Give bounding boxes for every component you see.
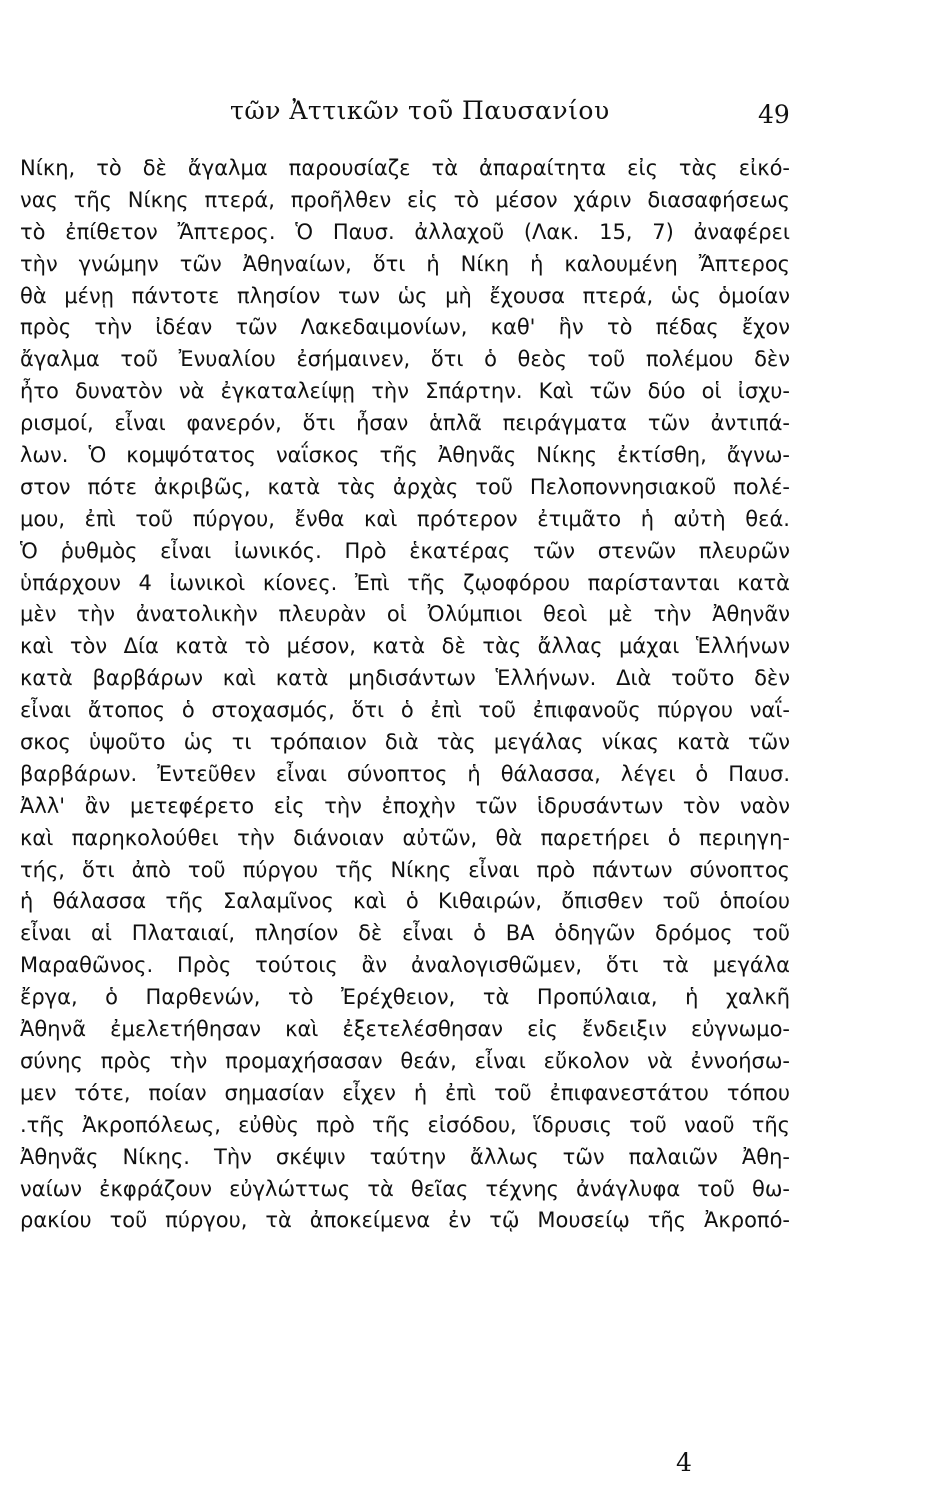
text-line: τής, ὅτι ἀπὸ τοῦ πύργου τῆς Νίκης εἶναι πρὸ πάντων σύνοπτος [20,857,790,882]
text-line: τὸ ἐπίθετον Ἄπτερος. Ὁ Παυσ. ἀλλαχοῦ (Λακ. 15, 7) ἀναφέρει [20,219,790,244]
page-number: 49 [758,100,790,129]
text-line: Νίκη, τὸ δὲ ἄγαλμα παρουσίαζε τὰ ἀπαραίτητα εἰς τὰς εἰκό- [20,156,790,180]
body-text [20,153,790,1237]
text-line: κατὰ βαρβάρων καὶ κατὰ μηδισάντων Ἑλλήνων. Διὰ τοῦτο δὲν [20,666,790,691]
text-line: θὰ μένῃ πάντοτε πλησίον των ὡς μὴ ἔχουσα πτερά, ὡς ὁμοίαν [20,283,790,308]
text-line: τὴν γνώμην τῶν Ἀθηναίων, ὅτι ἡ Νίκη ἡ καλουμένη Ἄπτερος [20,251,790,276]
text-line: ἔργα, ὁ Παρθενών, τὸ Ἐρέχθειον, τὰ Προπύλαια, ἡ χαλκῆ [20,985,790,1010]
text-line: ναίων ἐκφράζουν εὐγλώττως τὰ θεῖας τέχνης ἀνάγλυφα τοῦ θω- [20,1176,790,1201]
text-line: ἡ θάλασσα τῆς Σαλαμῖνος καὶ ὁ Κιθαιρών, ὄπισθεν τοῦ ὁποίου [20,889,790,914]
text-line: .τῆς Ἀκροπόλεως, εὐθὺς πρὸ τῆς εἰσόδου, ἵδρυσις τοῦ ναοῦ τῆς [20,1112,790,1137]
text-line: καὶ τὸν Δία κατὰ τὸ μέσον, κατὰ δὲ τὰς ἄλλας μάχαι Ἑλλήνων [20,634,790,659]
text-line: βαρβάρων. Ἐντεῦθεν εἶναι σύνοπτος ἡ θάλασσα, λέγει ὁ Παυσ. [20,761,790,786]
text-line: Ἀθηνᾶς Νίκης. Τὴν σκέψιν ταύτην ἄλλως τῶν παλαιῶν Ἀθη- [20,1144,790,1169]
text-line: σύνης πρὸς τὴν προμαχήσασαν θεάν, εἶναι εὔκολον νὰ ἐννοήσω- [20,1048,790,1073]
text-line: ρισμοί, εἶναι φανερόν, ὅτι ἦσαν ἁπλᾶ πειράγματα τῶν ἀντιπά- [20,411,790,436]
text-line: Ὁ ῥυθμὸς εἶναι ἰωνικός. Πρὸ ἑκατέρας τῶν στενῶν πλευρῶν [20,538,790,563]
text-line: νας τῆς Νίκης πτερά, προῆλθεν εἰς τὸ μέσον χάριν διασαφήσεως [20,187,790,212]
text-line: λων. Ὁ κομψότατος ναΐσκος τῆς Ἀθηνᾶς Νίκης ἐκτίσθη, ἄγνω- [20,443,790,468]
text-line: εἶναι αἱ Πλαταιαί, πλησίον δὲ εἶναι ὁ ΒΑ ὁδηγῶν δρόμος τοῦ [20,921,790,946]
text-line: Ἀλλ' ἂν μετεφέρετο εἰς τὴν ἐποχὴν τῶν ἱδρυσάντων τὸν ναὸν [20,793,790,818]
text-line: Ἀθηνᾶ ἐμελετήθησαν καὶ ἐξετελέσθησαν εἰς ἔνδειξιν εὐγνωμο- [20,1017,790,1042]
signature-mark: 4 [676,1448,692,1477]
text-line: πρὸς τὴν ἰδέαν τῶν Λακεδαιμονίων, καθ' ἣν τὸ πέδας ἔχον [20,315,790,340]
text-line: μου, ἐπὶ τοῦ πύργου, ἔνθα καὶ πρότερον ἐτιμᾶτο ἡ αὐτὴ θεά. [20,506,790,531]
text-line: ἄγαλμα τοῦ Ἐνυαλίου ἐσήμαινεν, ὅτι ὁ θεὸς τοῦ πολέμου δὲν [20,347,790,372]
text-line: στον πότε ἀκριβῶς, κατὰ τὰς ἀρχὰς τοῦ Πελοποννησιακοῦ πολέ- [20,474,790,499]
text-line: σκος ὑψοῦτο ὡς τι τρόπαιον διὰ τὰς μεγάλας νίκας κατὰ τῶν [20,730,790,755]
text-line: καὶ παρηκολούθει τὴν διάνοιαν αὐτῶν, θὰ παρετήρει ὁ περιηγη- [20,825,790,850]
text-line: ἦτο δυνατὸν νὰ ἐγκαταλείψῃ τὴν Σπάρτην. Καὶ τῶν δύο οἱ ἰσχυ- [20,379,790,404]
text-line: εἶναι ἄτοπος ὁ στοχασμός, ὅτι ὁ ἐπὶ τοῦ ἐπιφανοῦς πύργου ναΐ- [20,698,790,723]
text-line: ὑπάρχουν 4 ἰωνικοὶ κίονες. Ἐπὶ τῆς ζῳοφόρου παρίστανται κατὰ [20,570,790,595]
text-line: μεν τότε, ποίαν σημασίαν εἶχεν ἡ ἐπὶ τοῦ ἐπιφανεστάτου τόπου [20,1080,790,1105]
running-title: τῶν Ἀττικῶν τοῦ Παυσανίου [230,96,610,125]
text-line: ρακίου τοῦ πύργου, τὰ ἀποκείμενα ἐν τῷ Μουσείῳ τῆς Ἀκροπό- [20,1208,790,1233]
text-line: μὲν τὴν ἀνατολικὴν πλευρὰν οἱ Ὀλύμπιοι θεοὶ μὲ τὴν Ἀθηνᾶν [20,602,790,627]
text-line: Μαραθῶνος. Πρὸς τούτοις ἂν ἀναλογισθῶμεν, ὅτι τὰ μεγάλα [20,953,790,978]
